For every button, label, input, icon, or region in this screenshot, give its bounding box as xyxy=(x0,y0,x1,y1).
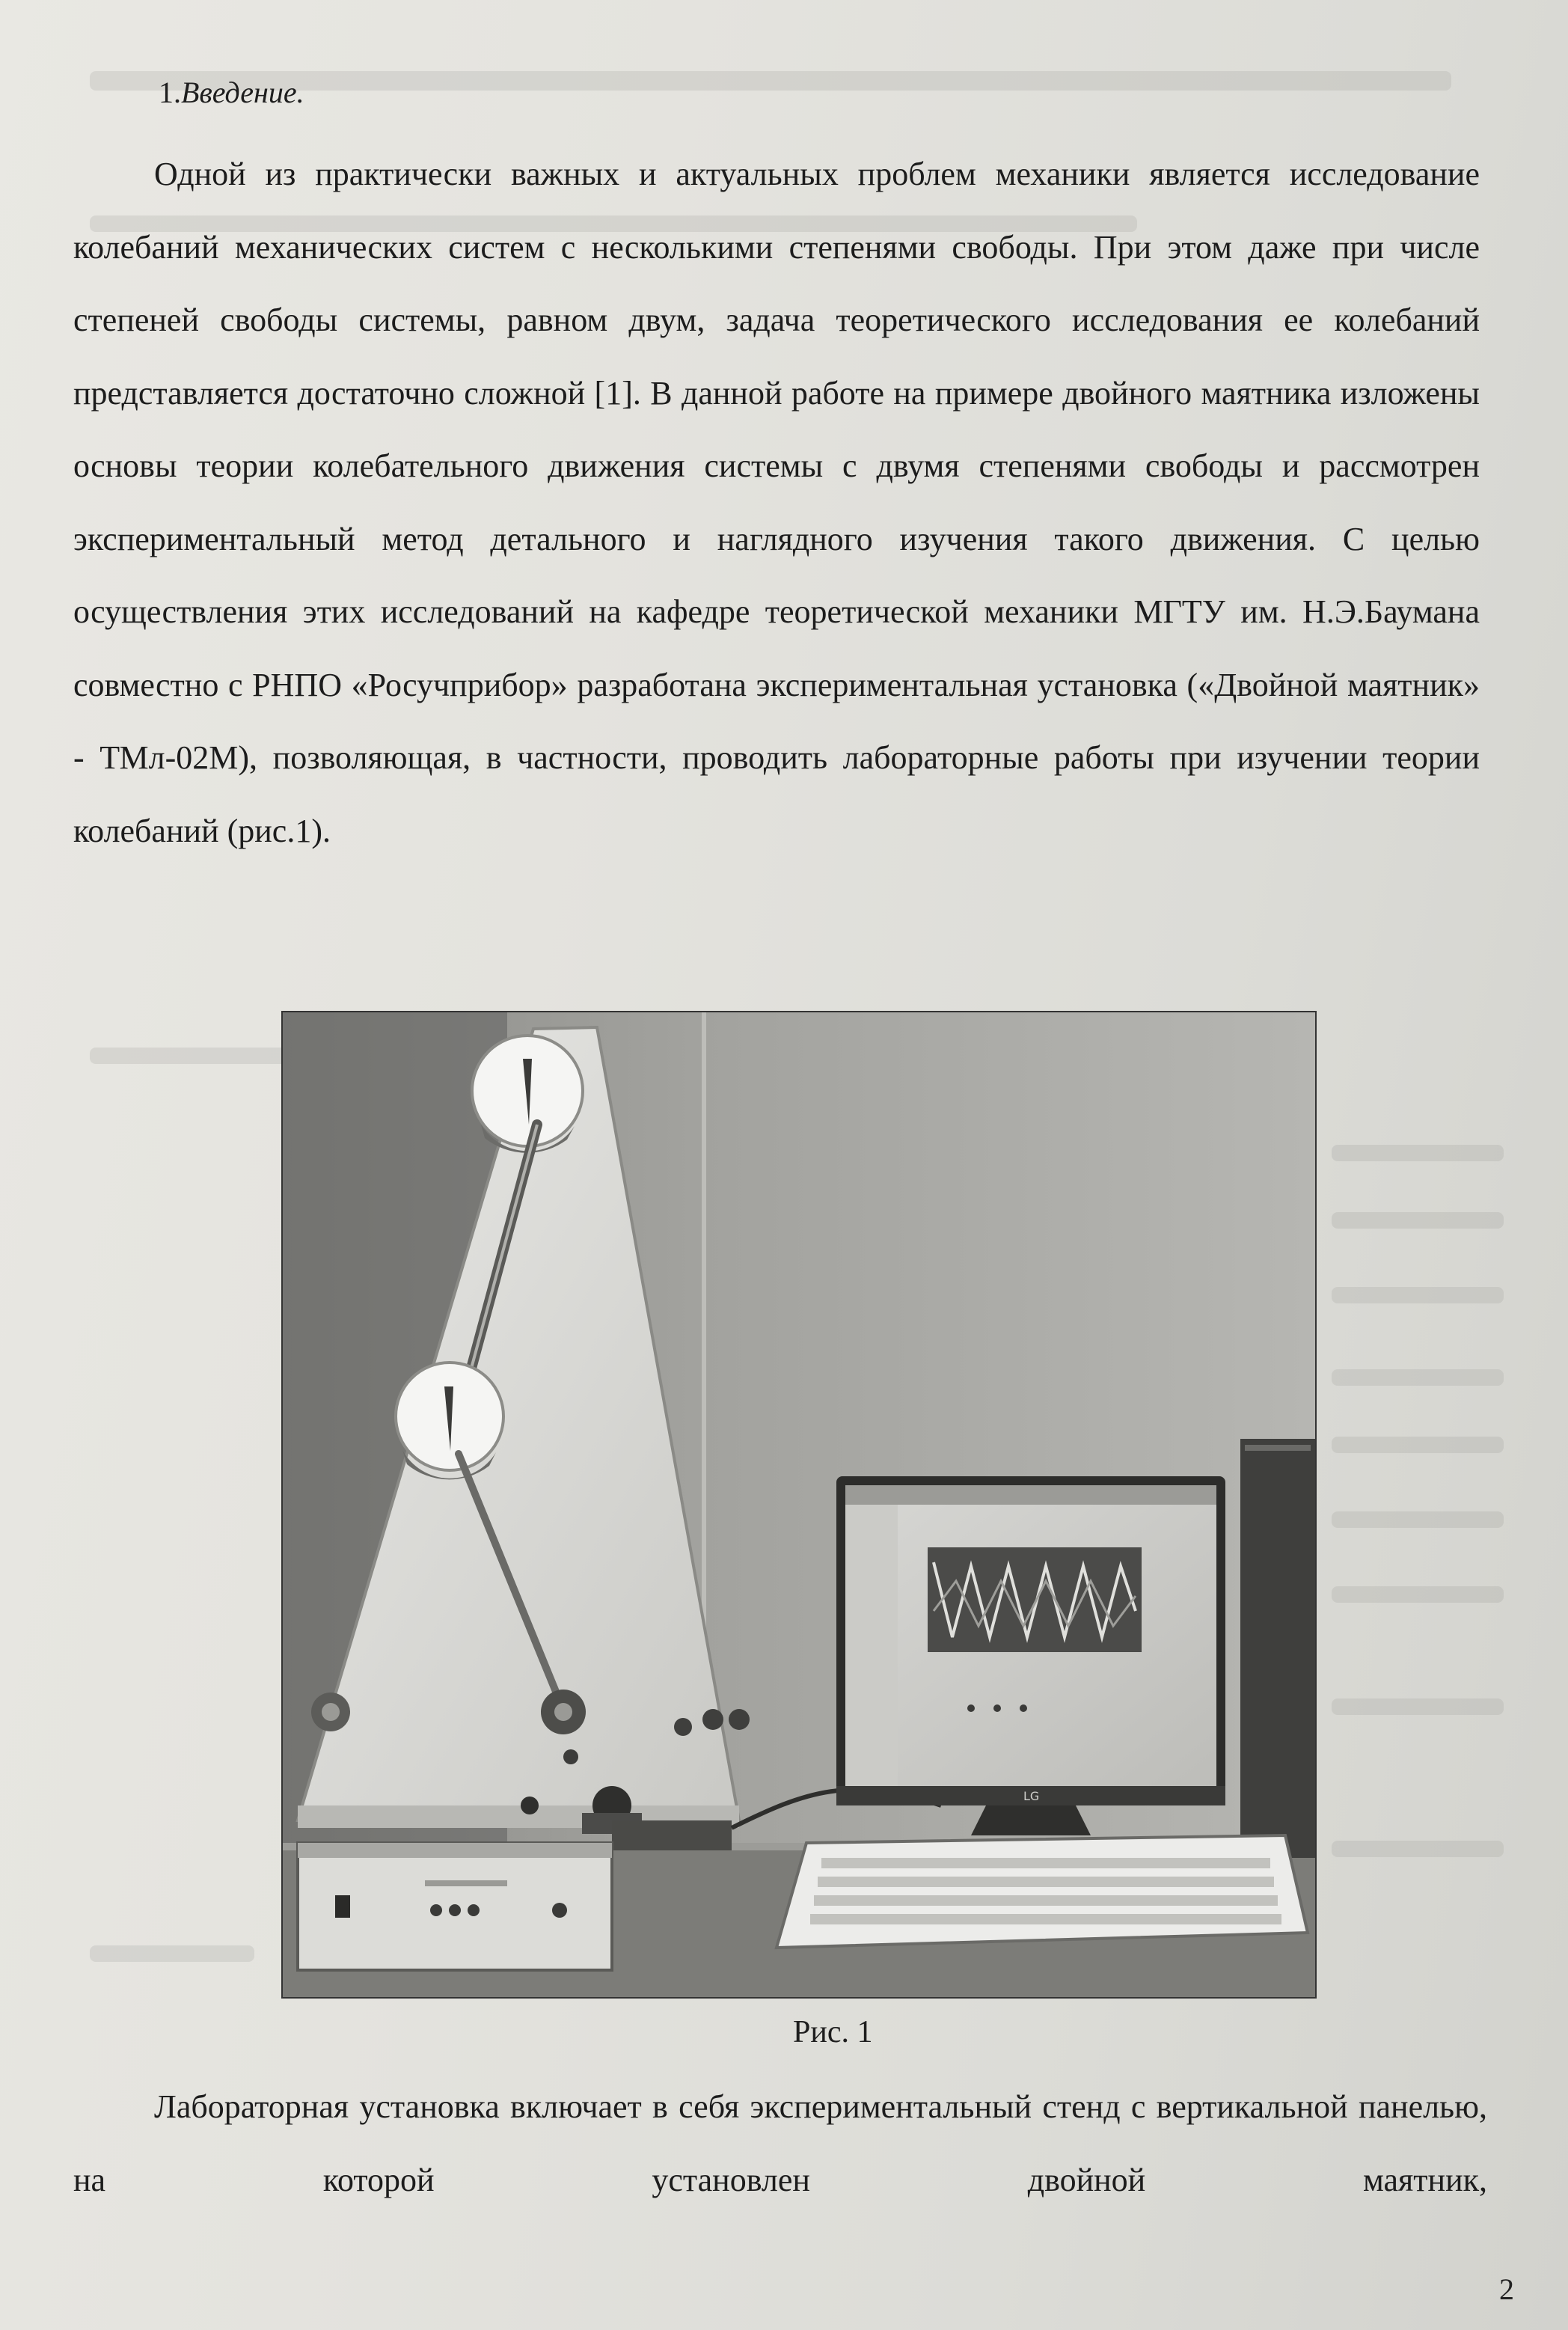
section-number: 1. xyxy=(159,76,181,109)
lab-setup-photo xyxy=(283,1012,1315,1997)
computer-monitor xyxy=(836,1476,1225,1835)
section-title: Введение. xyxy=(181,76,304,109)
section-heading xyxy=(159,78,304,108)
computer-keyboard xyxy=(777,1835,1308,1948)
setup-paragraph: Лабораторная установка включает в себя экспериментальный стенд с вертикальной панелью, на которой установлен двойной маятник, xyxy=(73,2088,1487,2198)
control-unit xyxy=(298,1843,612,1970)
monitor-brand-label: LG xyxy=(1023,1789,1040,1803)
intro-paragraph: Одной из практически важных и актуальных проблем механики является исследование колебаний механических систем с несколькими степенями свободы. При этом даже при числе степеней свободы системы, равном двум, задача теоретического исследования ее колебаний представляется достаточно сложной [1]. В данной работе на примере двойного маятника изложены основы теории колебательного движения системы с двумя степенями свободы и рассмотрен экспериментальный метод детального и наглядного изучения такого движения. С целью осуществления этих исследований на кафедре теоретической механики МГТУ им. Н.Э.Баумана совместно с РНПО «Росучприбор» разработана экспериментальная установка («Двойной маятник» - ТМл-02М), позволяющая, в частности, проводить лабораторные работы при изучении теории колебаний (рис.1). xyxy=(73,156,1480,849)
page-number: 2 xyxy=(1499,2272,1514,2306)
figure-caption: Рис. 1 xyxy=(793,2015,873,2049)
figure-photo xyxy=(281,1011,1317,1999)
